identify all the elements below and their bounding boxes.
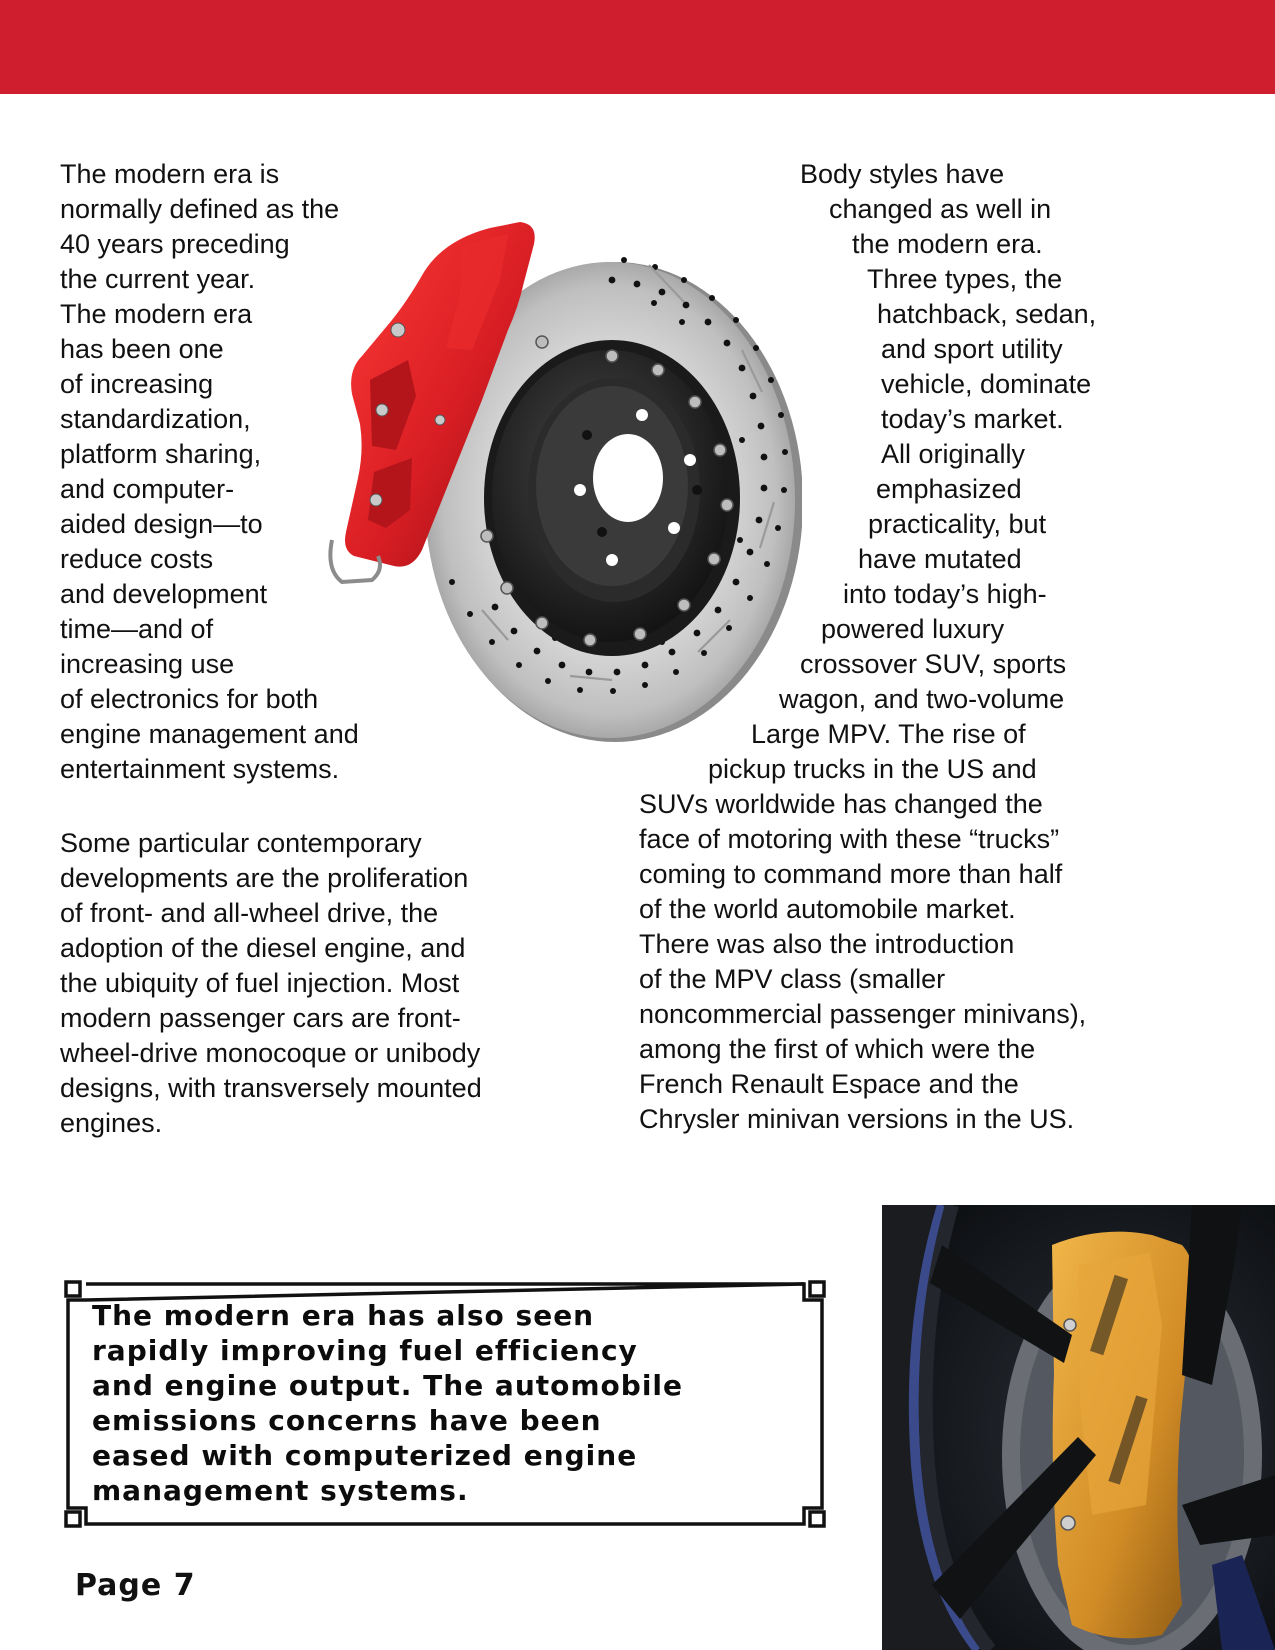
page-number: Page 7 — [75, 1568, 196, 1603]
right-line: Body styles have — [800, 159, 1005, 189]
right-line: and sport utility — [881, 334, 1063, 364]
right-line: noncommercial passenger minivans), — [639, 999, 1087, 1029]
left-p1-line: of electronics for both — [60, 684, 319, 714]
right-line: face of motoring with these “trucks” — [639, 824, 1060, 854]
pull-quote-line: management systems. — [92, 1474, 469, 1507]
right-line: Three types, the — [867, 264, 1063, 294]
right-line: today’s market. — [881, 404, 1064, 434]
left-p1-line: aided design—to — [60, 509, 263, 539]
right-line: of the world automobile market. — [639, 894, 1016, 924]
left-p1-line: and computer- — [60, 474, 235, 504]
left-p1-line: The modern era is — [60, 159, 280, 189]
left-p1-line: standardization, — [60, 404, 251, 434]
right-line: pickup trucks in the US and — [708, 754, 1037, 784]
right-line: French Renault Espace and the — [639, 1069, 1019, 1099]
pull-quote-line: emissions concerns have been — [92, 1404, 602, 1437]
pull-quote-line: The modern era has also seen — [92, 1299, 595, 1332]
left-p1-line: increasing use — [60, 649, 235, 679]
left-p1-line: reduce costs — [60, 544, 214, 574]
right-line: emphasized — [876, 474, 1022, 504]
right-line: Large MPV. The rise of — [751, 719, 1026, 749]
right-line: vehicle, dominate — [881, 369, 1092, 399]
left-p2-line: modern passenger cars are front- — [60, 1003, 461, 1033]
pull-quote-box — [62, 1278, 828, 1530]
left-p1-line: of increasing — [60, 369, 214, 399]
left-p2-line: adoption of the diesel engine, and — [60, 933, 466, 963]
brake-rotor-image — [312, 210, 802, 750]
right-line: of the MPV class (smaller — [639, 964, 946, 994]
left-p1-line: normally defined as the — [60, 194, 340, 224]
right-line: practicality, but — [868, 509, 1047, 539]
right-line: into today’s high- — [843, 579, 1047, 609]
left-p1-line: has been one — [60, 334, 224, 364]
right-line: changed as well in — [829, 194, 1052, 224]
pull-quote-line: and engine output. The automobile — [92, 1369, 684, 1402]
right-line: have mutated — [858, 544, 1022, 574]
left-p2-line: engines. — [60, 1108, 163, 1138]
left-p1-line: platform sharing, — [60, 439, 262, 469]
right-line: crossover SUV, sports — [800, 649, 1067, 679]
left-p1-line: and development — [60, 579, 268, 609]
left-p2-line: wheel-drive monocoque or unibody — [60, 1038, 481, 1068]
right-line: wagon, and two-volume — [779, 684, 1065, 714]
wheel-caliper-photo — [882, 1205, 1275, 1650]
right-line: All originally — [881, 439, 1026, 469]
right-line: hatchback, sedan, — [877, 299, 1097, 329]
left-p2-line: developments are the proliferation — [60, 863, 469, 893]
left-p1-line: The modern era — [60, 299, 253, 329]
left-p1-line: the current year. — [60, 264, 256, 294]
right-line: There was also the introduction — [639, 929, 1015, 959]
left-p1-line: time—and of — [60, 614, 214, 644]
left-p2-line: the ubiquity of fuel injection. Most — [60, 968, 460, 998]
right-line: SUVs worldwide has changed the — [639, 789, 1043, 819]
left-p1-line: engine management and — [60, 719, 359, 749]
left-p2-line: of front- and all-wheel drive, the — [60, 898, 439, 928]
left-p2-line: Some particular contemporary — [60, 828, 422, 858]
pull-quote-line: rapidly improving fuel efficiency — [92, 1334, 638, 1367]
left-p2-line: designs, with transversely mounted — [60, 1073, 482, 1103]
left-p1-line: 40 years preceding — [60, 229, 290, 259]
header-bar — [0, 0, 1275, 94]
right-line: powered luxury — [821, 614, 1005, 644]
right-line: Chrysler minivan versions in the US. — [639, 1104, 1075, 1134]
left-p1-line: entertainment systems. — [60, 754, 340, 784]
right-line: the modern era. — [852, 229, 1043, 259]
pull-quote-line: eased with computerized engine — [92, 1439, 638, 1472]
right-line: among the first of which were the — [639, 1034, 1036, 1064]
right-line: coming to command more than half — [639, 859, 1063, 889]
